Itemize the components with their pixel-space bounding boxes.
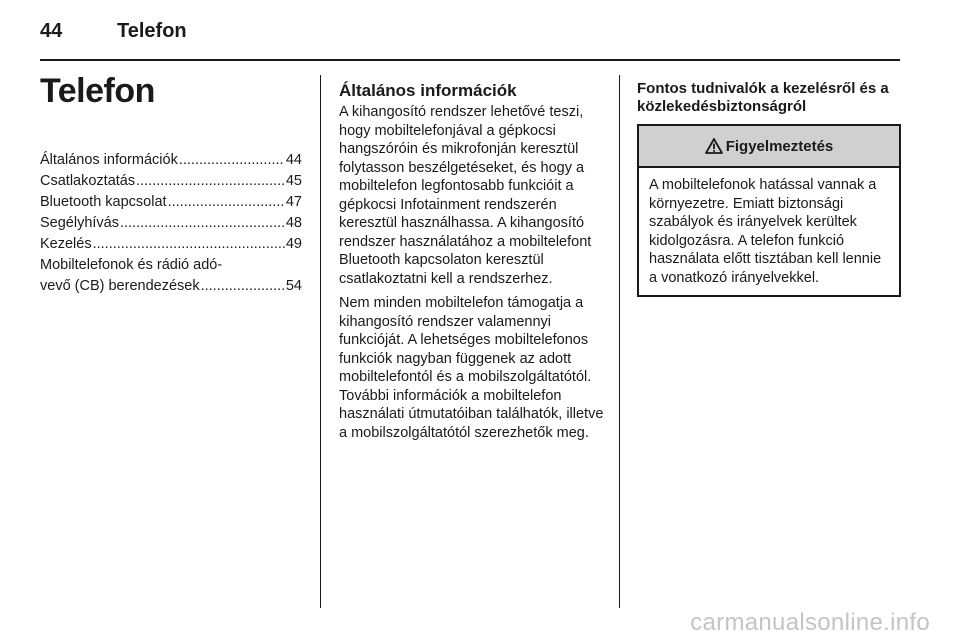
general-info-section [339, 80, 604, 442]
toc-leader [179, 150, 285, 171]
warning-triangle-icon [705, 138, 723, 154]
section-heading: Fontos tudnivalók a kezelésről és a közlekedésbiztonságról [637, 80, 889, 115]
toc-entry[interactable] [40, 171, 302, 192]
toc-row [40, 276, 302, 297]
column-divider-1 [320, 75, 321, 608]
body-paragraph: Nem minden mobiltelefon támogatja a kihangosító rendszer valamennyi funkcióját. A lehetséges mobiltelefonos funkciók nagyban függenek az adott mobiltelefontól és a mobilszolgáltatótól. További információk a mobiltelefon használati útmutatóiban találhatók, illetve a mobilszolgáltatótól szerezhetők meg. [339, 295, 604, 441]
toc-label-line1: Mobiltelefonok és rádió adó- [40, 257, 223, 273]
warning-title: Figyelmeztetés [725, 137, 834, 155]
safety-section [637, 80, 901, 297]
toc-label-line2: vevő (CB) berendezések [40, 278, 200, 294]
toc-leader [120, 213, 285, 234]
toc-entry[interactable] [40, 255, 302, 297]
toc-page: 49 [285, 236, 302, 252]
toc-page: 54 [285, 278, 302, 294]
watermark: carmanualsonline.info [690, 609, 930, 636]
toc-entry[interactable] [40, 234, 302, 255]
toc-label: Segélyhívás [40, 215, 119, 231]
warning-box [637, 124, 901, 297]
toc-leader [136, 171, 285, 192]
column-divider-2 [619, 75, 620, 608]
toc-label: Általános információk [40, 152, 178, 168]
toc-page: 48 [285, 215, 302, 231]
body-paragraph: A kihangosító rendszer lehetővé teszi, hogy mobiltelefonjával a gépkocsi hangszóróin és mikrofonján keresztül folytasson beszélgetéseket, és hogy a mobiltelefon legfontosabb funkcióit a gépkocsi Infotainment rendszerén keresztül használhassa. A kihangosító rendszer használatához a mobiltelefont Bluetooth kapcsolaton keresztül csatlakoztatni kell a rendszerhez. [339, 104, 592, 287]
toc-leader [168, 192, 285, 213]
running-title: Telefon [117, 20, 187, 42]
chapter-title: Telefon [40, 72, 155, 110]
warning-header [639, 126, 899, 168]
page-number: 44 [40, 20, 63, 42]
toc-page: 47 [285, 194, 302, 210]
table-of-contents [40, 150, 302, 297]
header-rule [40, 59, 900, 61]
toc-page: 45 [285, 173, 302, 189]
toc-label: Kezelés [40, 236, 92, 252]
toc-label: Bluetooth kapcsolat [40, 194, 167, 210]
toc-entry[interactable] [40, 213, 302, 234]
toc-leader [201, 276, 285, 297]
toc-label: Csatlakoztatás [40, 173, 136, 189]
toc-page: 44 [285, 152, 302, 168]
toc-entry[interactable] [40, 150, 302, 171]
toc-leader [93, 234, 285, 255]
section-heading: Általános információk [339, 81, 517, 100]
toc-entry[interactable] [40, 192, 302, 213]
warning-text: A mobiltelefonok hatással vannak a környezetre. Emiatt biztonsági szabályok és irányelvek kerültek kidolgozásra. A telefon funkció használata előtt tisztában kell lennie a vonatkozó irányelvekkel. [649, 177, 882, 286]
